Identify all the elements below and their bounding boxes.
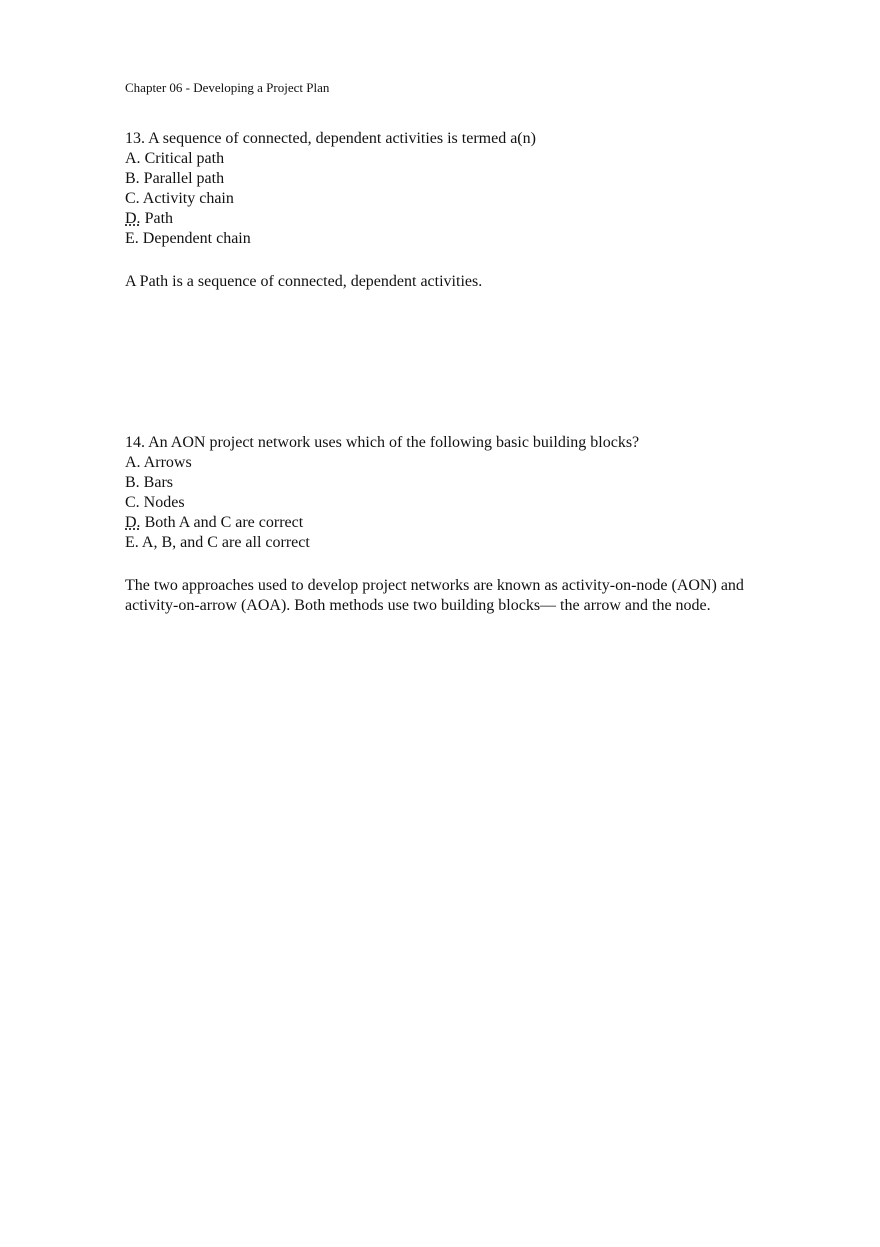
option-letter: C.: [125, 190, 140, 207]
option-text: A, B, and C are all correct: [138, 534, 310, 551]
option-text: Parallel path: [139, 170, 225, 187]
option-letter: E.: [125, 230, 139, 247]
question-stem: 13. A sequence of connected, dependent activities is termed a(n): [125, 130, 536, 147]
option-text: Dependent chain: [138, 230, 251, 247]
option-text: Bars: [139, 474, 173, 491]
option-a: [125, 149, 785, 169]
option-d: [125, 209, 785, 229]
page-header: Chapter 06 - Developing a Project Plan: [125, 80, 330, 95]
question-stem: 14. An AON project network uses which of the following basic building blocks?: [125, 434, 640, 451]
option-d: [125, 513, 785, 533]
answer-explanation: A Path is a sequence of connected, dependent activities.: [125, 273, 483, 290]
option-c: [125, 493, 785, 513]
option-e: [125, 229, 785, 249]
option-text: Arrows: [140, 454, 192, 471]
option-c: [125, 189, 785, 209]
option-letter: B.: [125, 170, 140, 187]
option-letter: E.: [125, 534, 139, 551]
option-b: [125, 169, 785, 189]
option-text: Both A and C are correct: [140, 514, 304, 531]
answer-explanation: The two approaches used to develop project networks are known as activity-on-node (AON) and activity-on-arrow (AOA). Both methods use two building blocks— the arrow and the node.: [125, 577, 744, 614]
option-letter: B.: [125, 474, 140, 491]
option-a: [125, 453, 785, 473]
option-letter-correct: D.: [125, 210, 141, 227]
option-letter-correct: D.: [125, 514, 141, 531]
option-text: Path: [140, 210, 174, 227]
option-letter: A.: [125, 150, 141, 167]
option-letter: A.: [125, 454, 141, 471]
option-text: Critical path: [140, 150, 225, 167]
question-13: [125, 129, 785, 308]
option-b: [125, 473, 785, 493]
option-letter: C.: [125, 494, 140, 511]
option-text: Nodes: [139, 494, 185, 511]
question-14: [125, 433, 785, 632]
option-text: Activity chain: [139, 190, 234, 207]
option-e: [125, 533, 785, 553]
